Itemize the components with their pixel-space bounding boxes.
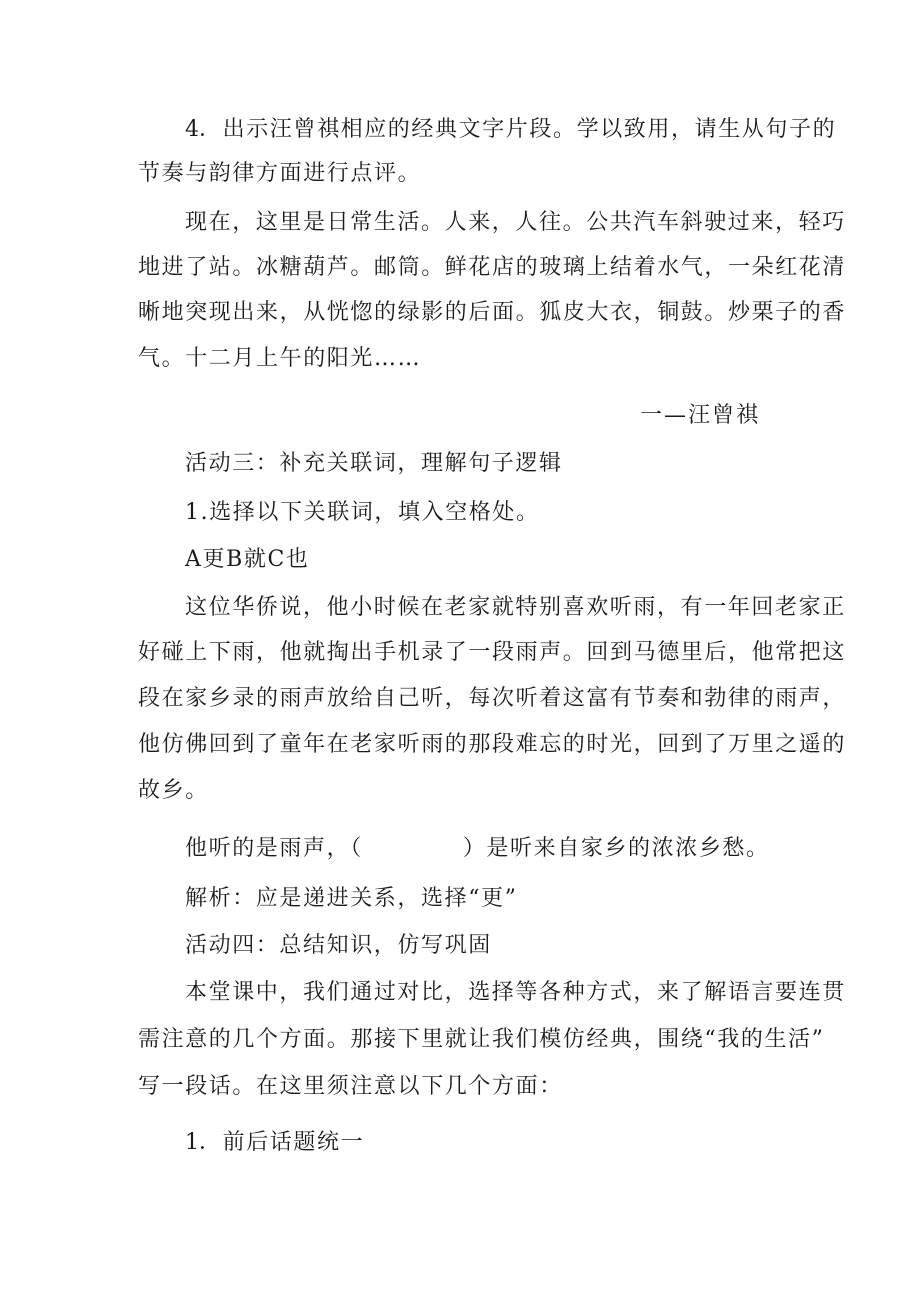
item-4-line-1: [185, 115, 836, 145]
item-4-number: 4: [185, 117, 199, 142]
quote-attribution: 一—汪曾祺: [640, 403, 761, 428]
activity-3-instruction: 1.选择以下关联词，填入空格处。: [185, 500, 540, 525]
item-4-text: ．出示汪曾祺相应的经典文字片段。学以致用，请生从句子的: [199, 117, 837, 142]
activity-4-para-line-1: 本堂课中，我们通过对比，选择等各种方式，来了解语言要连贯: [185, 980, 846, 1005]
item-4-line-2: 节奏与韵律方面进行点评。: [138, 161, 422, 186]
activity-3-heading: 活动三：补充关联词，理解句子逻辑: [185, 451, 563, 476]
passage-line-5: 故乡。: [138, 778, 209, 803]
activity-3-options: A更B就C也: [185, 547, 310, 572]
point-1-number: 1: [185, 1130, 199, 1155]
point-1-text: ．前后话题统一: [199, 1130, 365, 1155]
quote-line-4: 气。十二月上午的阳光……: [138, 346, 422, 371]
activity-4-para-line-3: 写一段话。在这里须注意以下几个方面：: [138, 1074, 563, 1099]
passage-line-2: 好碰上下雨，他就掏出手机录了一段雨声。回到马德里后，他常把这: [138, 640, 847, 665]
fill-before-text: 他听的是雨声，（: [185, 836, 363, 861]
point-1: [185, 1128, 364, 1158]
passage-line-3: 段在家乡录的雨声放给自己听，每次听着这富有节奏和勃律的雨声，: [138, 686, 847, 711]
activity-4-para-line-2: 需注意的几个方面。那接下里就让我们模仿经典，围绕“我的生活”: [138, 1027, 825, 1052]
analysis-text: 解析：应是递进关系，选择“更”: [185, 886, 518, 911]
activity-4-heading: 活动四：总结知识，仿写巩固: [185, 933, 492, 958]
passage-line-1: 这位华侨说，他小时候在老家就特别喜欢听雨，有一年回老家正: [185, 595, 846, 620]
quote-line-1: 现在，这里是日常生活。人来，人往。公共汽车斜驶过来，轻巧: [185, 210, 846, 235]
quote-line-3: 晰地突现出来，从恍惚的绿影的后面。狐皮大衣，铜鼓。炒栗子的香: [138, 300, 847, 325]
fill-in-sentence: [185, 834, 770, 864]
passage-line-4: 他仿佛回到了童年在老家听雨的那段难忘的时光，回到了万里之遥的: [138, 732, 847, 757]
quote-line-2: 地进了站。冰糖葫芦。邮筒。鲜花店的玻璃上结着水气，一朵红花清: [138, 255, 847, 280]
fill-after-text: ）是听来自家乡的浓浓乡愁。: [462, 836, 770, 861]
